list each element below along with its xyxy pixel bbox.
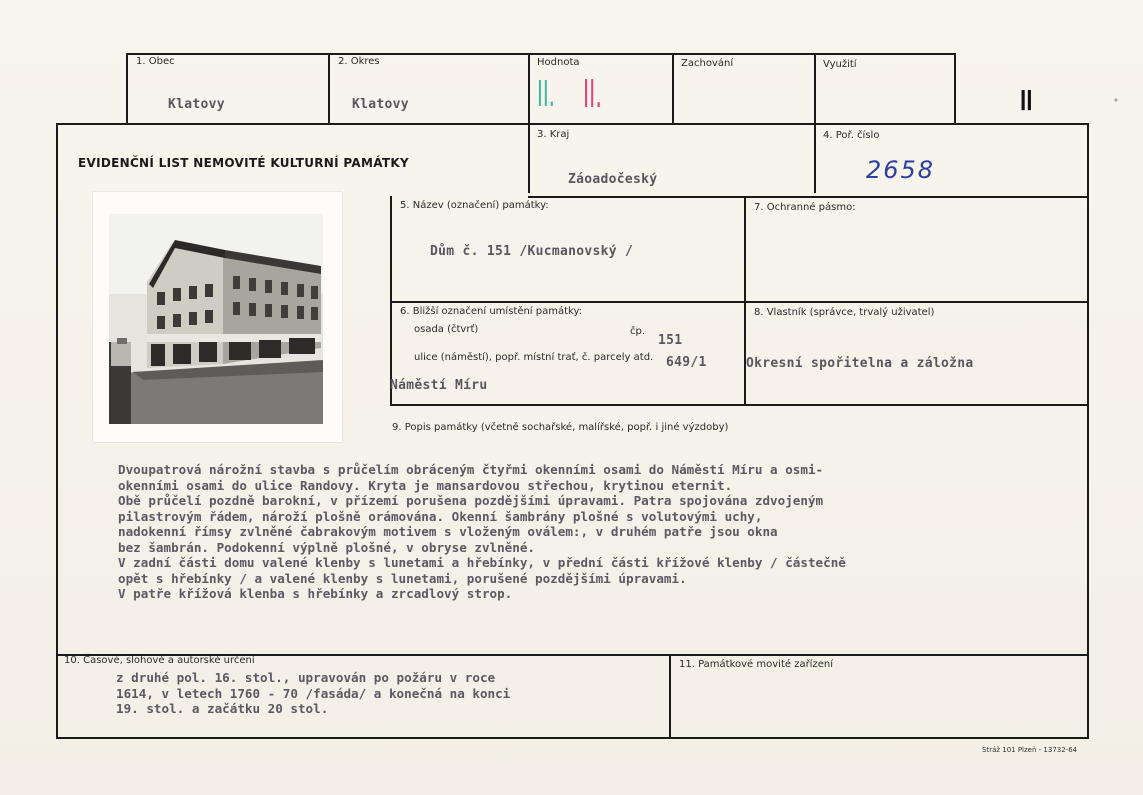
zachovani-label: Zachování	[681, 58, 734, 69]
popis-label: 9. Popis památky (včetně sochařské, malířské, popř. i jiné výzdoby)	[392, 422, 729, 433]
rule	[528, 196, 1088, 198]
building-photo-icon	[93, 192, 342, 442]
nazev-label: 5. Název (označení) památky:	[400, 200, 549, 211]
casove-line: 19. stol. a začátku 20 stol.	[116, 701, 329, 716]
rule	[56, 737, 1089, 739]
obec-label: 1. Obec	[136, 56, 175, 67]
nazev-value: Dům č. 151 /Kucmanovský /	[430, 244, 634, 259]
casove-line: 1614, v letech 1760 - 70 /fasáda/ a konečná na konci	[116, 685, 511, 701]
rule	[328, 53, 330, 123]
kraj-value: Záoadočeský	[568, 172, 658, 187]
rule	[744, 196, 746, 404]
rule	[56, 123, 1088, 125]
obec-value: Klatovy	[168, 97, 225, 112]
popis-line: V patře křížová klenba s hřebínky a zrcadlový strop.	[118, 586, 513, 601]
popis-line: bez šambrán. Podokenní výplně plošné, v obryse zvlněné.	[118, 539, 536, 555]
vlastnik-value: Okresní spořitelna a záložna	[746, 356, 974, 371]
vlastnik-label: 8. Vlastník (správce, trvalý uživatel)	[754, 307, 935, 318]
printer-imprint: Stráž 101 Plzeň - 13732-64	[982, 746, 1078, 754]
cp-label: čp.	[630, 326, 646, 337]
rule	[126, 53, 956, 55]
monument-photo	[93, 192, 342, 442]
popis-line: opět s hřebínky / a valené klenby s lunetami, porušené pozdějšími úpravami.	[118, 570, 687, 586]
popis-line: Obě průčelí pozdně barokní, v přízemí porušena pozdějšími úpravami. Patra spojována zdvojeným	[118, 493, 824, 508]
hodnota-label: Hodnota	[537, 57, 580, 68]
okres-label: 2. Okres	[338, 56, 380, 67]
rule	[672, 53, 674, 123]
corner-mark: II	[1020, 84, 1033, 117]
casove-urceni-label: 10. Časové, slohové a autorské určení	[64, 655, 255, 666]
popis-line: pilastrovým řádem, nároží plošně orámována. Okenní šambrány plošné s volutovými uchy,	[118, 508, 763, 524]
popis-text	[118, 462, 1078, 602]
por-cislo-label: 4. Poř. číslo	[823, 130, 880, 141]
popis-line: Dvoupatrová nárožní stavba s průčelím obráceným čtyřmi okenními osami do Náměstí Míru a osmi-	[118, 462, 824, 477]
parcela-value: 649/1	[666, 355, 707, 370]
umisteni-label: 6. Bližší označení umístění památky:	[400, 306, 583, 317]
osada-label: osada (čtvrť)	[414, 324, 479, 335]
hodnota-green-mark: II.	[537, 74, 555, 115]
rule	[126, 53, 128, 123]
kraj-label: 3. Kraj	[537, 129, 570, 140]
popis-line: okenními osami do ulice Randovy. Kryta je mansardovou střechou, krytinou eternit.	[118, 477, 733, 493]
rule	[56, 123, 58, 738]
ulice-label: ulice (náměstí), popř. místní trať, č. parcely atd.	[414, 352, 654, 363]
hodnota-red-mark: II.	[583, 72, 602, 116]
popis-line: nadokenní římsy zvlněné čabrakovým motivem s vloženým oválem:, v druhém patře jsou okna	[118, 524, 778, 539]
rule	[390, 301, 1088, 303]
ochranne-pasmo-label: 7. Ochranné pásmo:	[754, 202, 856, 213]
rule	[390, 404, 1088, 406]
form-title: EVIDENČNÍ LIST NEMOVITÉ KULTURNÍ PAMÁTKY	[78, 156, 409, 170]
por-cislo-value: 2658	[866, 156, 936, 184]
ulice-value: Náměstí Míru	[390, 378, 488, 393]
cp-value: 151	[658, 333, 683, 348]
rule	[669, 654, 671, 738]
rule	[1087, 123, 1089, 738]
rule	[390, 196, 392, 404]
movite-zarizeni-label: 11. Památkové movité zařízení	[679, 659, 833, 670]
casove-line: z druhé pol. 16. stol., upravován po požáru v roce	[116, 670, 496, 685]
edge-dot: •	[1113, 96, 1119, 107]
vyuziti-label: Využití	[823, 59, 857, 70]
rule	[954, 53, 956, 123]
casove-urceni-text	[116, 670, 510, 717]
okres-value: Klatovy	[352, 97, 409, 112]
popis-line: V zadní části domu valené klenby s lunetami a hřebínky, v přední části křížové klenby / částečně	[118, 555, 846, 570]
